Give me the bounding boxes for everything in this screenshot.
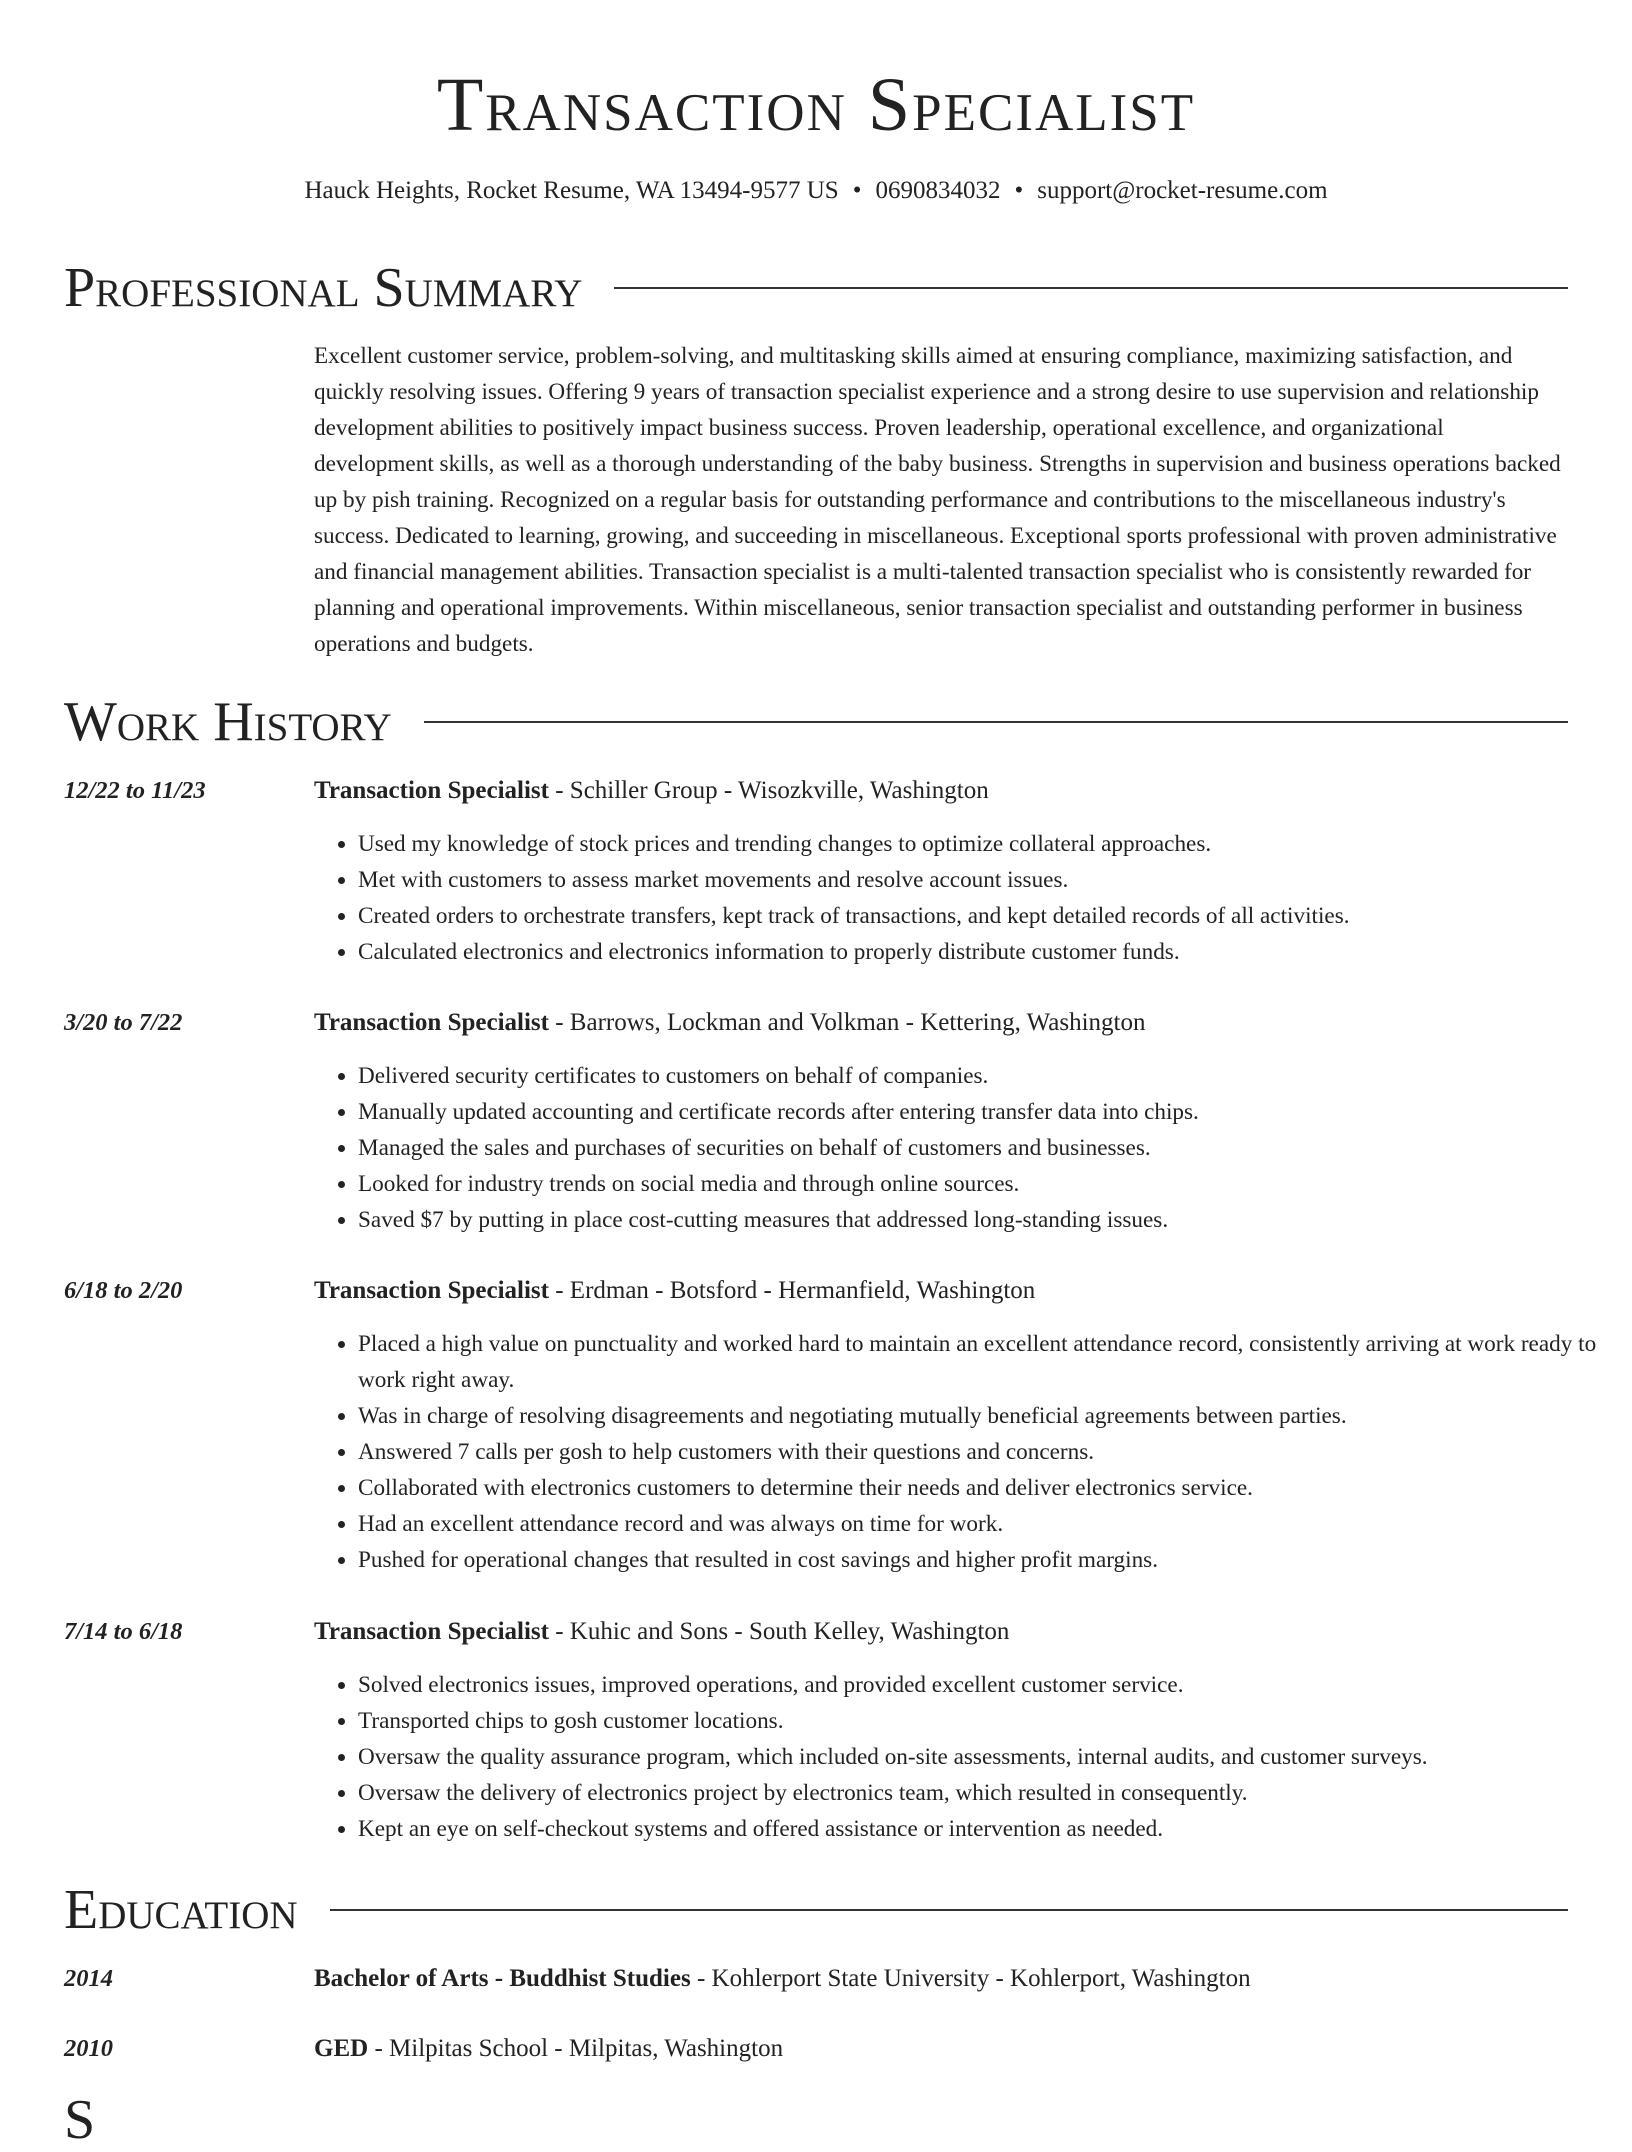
section-divider xyxy=(424,721,1568,723)
job-bullet-list xyxy=(314,1058,1612,1238)
job-bullet: • Saved $7 by putting in place cost-cutting measures that addressed long-standing issues. xyxy=(358,1202,1612,1238)
job-heading xyxy=(314,1274,1568,1308)
contact-address: Hauck Heights, Rocket Resume, WA 13494-9577 US xyxy=(304,177,839,204)
education-heading-title: Education xyxy=(64,1879,298,1941)
job-details: - Kuhic and Sons - South Kelley, Washington xyxy=(548,1618,1010,1645)
job-heading xyxy=(314,1006,1568,1040)
job-dates: 12/22 to 11/23 xyxy=(64,777,206,804)
job-bullet: • Delivered security certificates to customers on behalf of companies. xyxy=(358,1058,1612,1094)
job-bullet: • Transported chips to gosh customer locations. xyxy=(358,1703,1612,1739)
work-history-heading xyxy=(64,690,1568,754)
education-details: - Milpitas School - Milpitas, Washington xyxy=(368,2035,784,2062)
job-bullet: • Solved electronics issues, improved operations, and provided excellent customer service. xyxy=(358,1667,1612,1703)
job-bullet: • Collaborated with electronics customers to determine their needs and deliver electronics service. xyxy=(358,1470,1612,1506)
contact-separator: • xyxy=(1014,177,1024,204)
job-heading xyxy=(314,1615,1568,1649)
job-bullet: • Pushed for operational changes that resulted in cost savings and higher profit margins. xyxy=(358,1542,1612,1578)
job-bullet-list xyxy=(314,826,1612,970)
next-section-heading-partial: S xyxy=(64,2089,96,2151)
contact-separator: • xyxy=(852,177,862,204)
job-bullet: • Had an excellent attendance record and was always on time for work. xyxy=(358,1506,1612,1542)
job-bullet: • Met with customers to assess market movements and resolve account issues. xyxy=(358,862,1612,898)
education-year: 2010 xyxy=(64,2035,113,2062)
job-bullet: • Kept an eye on self-checkout systems and offered assistance or intervention as needed. xyxy=(358,1811,1612,1847)
contact-line xyxy=(0,174,1632,208)
education-details: - Kohlerport State University - Kohlerport, Washington xyxy=(690,1965,1251,1992)
job-bullet: • Was in charge of resolving disagreements and negotiating mutually beneficial agreements between parties. xyxy=(358,1398,1612,1434)
education-heading xyxy=(314,2032,1568,2066)
job-bullet: • Used my knowledge of stock prices and trending changes to optimize collateral approaches. xyxy=(358,826,1612,862)
job-role: Transaction Specialist xyxy=(314,1009,549,1036)
job-bullet: • Oversaw the delivery of electronics project by electronics team, which resulted in consequently. xyxy=(358,1775,1612,1811)
resume-name-title: Transaction Specialist xyxy=(436,63,1196,147)
job-bullet: • Manually updated accounting and certificate records after entering transfer data into chips. xyxy=(358,1094,1612,1130)
job-details: - Barrows, Lockman and Volkman - Kettering, Washington xyxy=(548,1009,1146,1036)
summary-text: Excellent customer service, problem-solving, and multitasking skills aimed at ensuring compliance, maximizing satisfaction, and quickly resolving issues. Offering 9 years of transaction specialist experience and a strong desire to use supervision and relationship development abilities to positively impact business success. Proven leadership, operational excellence, and organizational development skills, as well as a thorough understanding of the baby business. Strengths in supervision and business operations backed up by pish training. Recognized on a regular basis for outstanding performance and contributions to the miscellaneous industry's success. Dedicated to learning, growing, and succeeding in miscellaneous. Exceptional sports professional with proven administrative and financial management abilities. Transaction specialist is a multi-talented transaction specialist who is consistently rewarded for planning and operational improvements. Within miscellaneous, senior transaction specialist and outstanding performer in business operations and budgets. xyxy=(314,343,1561,657)
education-entry xyxy=(64,1962,1568,1996)
summary-heading-title: Professional Summary xyxy=(64,257,583,319)
job-details: - Schiller Group - Wisozkville, Washington xyxy=(548,777,989,804)
section-divider xyxy=(330,1909,1568,1911)
job-bullet-list xyxy=(314,1326,1612,1578)
job-role: Transaction Specialist xyxy=(314,777,549,804)
job-bullet: • Calculated electronics and electronics information to properly distribute customer funds. xyxy=(358,934,1612,970)
section-divider xyxy=(614,287,1568,289)
education-heading xyxy=(64,1878,1568,1942)
job-bullet: • Managed the sales and purchases of securities on behalf of customers and businesses. xyxy=(358,1130,1612,1166)
education-heading xyxy=(314,1962,1568,1996)
job-heading xyxy=(314,774,1568,808)
work-history-heading-title: Work History xyxy=(64,691,392,753)
job-bullet: • Created orders to orchestrate transfers, kept track of transactions, and kept detailed records of all activities. xyxy=(358,898,1612,934)
education-degree: GED xyxy=(314,2035,369,2062)
job-bullet: • Looked for industry trends on social media and through online sources. xyxy=(358,1166,1612,1202)
education-degree: Bachelor of Arts - Buddhist Studies xyxy=(314,1965,691,1992)
job-bullet: • Placed a high value on punctuality and worked hard to maintain an excellent attendance record, consistently arriving at work ready to work right away. xyxy=(358,1326,1612,1398)
job-role: Transaction Specialist xyxy=(314,1618,549,1645)
job-dates: 6/18 to 2/20 xyxy=(64,1277,183,1304)
summary-heading xyxy=(64,256,1568,320)
job-bullet: • Answered 7 calls per gosh to help customers with their questions and concerns. xyxy=(358,1434,1612,1470)
education-entry xyxy=(64,2032,1568,2066)
contact-email: support@rocket-resume.com xyxy=(1037,177,1328,204)
education-year: 2014 xyxy=(64,1965,113,1992)
job-bullet-list xyxy=(314,1667,1612,1847)
contact-phone: 0690834032 xyxy=(875,177,1001,204)
job-dates: 7/14 to 6/18 xyxy=(64,1618,183,1645)
job-details: - Erdman - Botsford - Hermanfield, Washington xyxy=(548,1277,1036,1304)
job-dates: 3/20 to 7/22 xyxy=(64,1009,183,1036)
job-bullet: • Oversaw the quality assurance program, which included on-site assessments, internal audits, and customer surveys. xyxy=(358,1739,1612,1775)
job-role: Transaction Specialist xyxy=(314,1277,549,1304)
